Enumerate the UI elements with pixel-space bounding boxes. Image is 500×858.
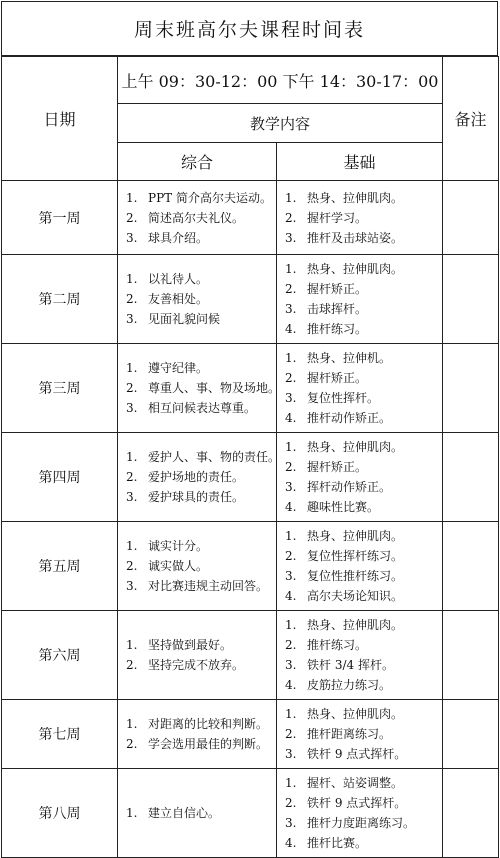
list-item bbox=[285, 299, 436, 319]
week-row bbox=[2, 700, 499, 769]
item-number: 2. bbox=[285, 371, 297, 385]
item-number: 4. bbox=[285, 411, 297, 425]
list-item bbox=[285, 228, 436, 248]
item-number: 1. bbox=[126, 190, 138, 205]
basic-item-list bbox=[285, 704, 436, 764]
basic-content-cell bbox=[277, 181, 443, 255]
item-number: 3. bbox=[285, 230, 297, 245]
list-item bbox=[285, 319, 436, 339]
week-label: 第八周 bbox=[2, 769, 118, 858]
item-text: 握杆矫正。 bbox=[307, 460, 368, 474]
basic-item-list bbox=[285, 259, 436, 339]
item-text: 复位性推杆练习。 bbox=[307, 569, 404, 583]
item-text: 复位性挥杆。 bbox=[307, 391, 380, 405]
item-number: 3. bbox=[126, 579, 138, 593]
item-text: 热身、拉伸肌肉。 bbox=[307, 618, 404, 632]
item-number: 3. bbox=[126, 230, 138, 245]
list-item bbox=[285, 635, 436, 655]
item-number: 1. bbox=[126, 450, 138, 464]
time-header: 上午 09：30-12：00 下午 14：30-17：00 bbox=[118, 57, 443, 104]
week-rows bbox=[2, 181, 499, 858]
item-number: 3. bbox=[285, 747, 297, 761]
item-number: 3. bbox=[285, 569, 297, 583]
list-item bbox=[126, 734, 270, 754]
item-text: 推杆练习。 bbox=[307, 638, 368, 652]
list-item bbox=[285, 437, 436, 457]
basic-content-cell bbox=[277, 522, 443, 611]
note-cell bbox=[443, 611, 499, 700]
list-item bbox=[285, 497, 436, 517]
list-item bbox=[285, 586, 436, 606]
list-item bbox=[126, 714, 270, 734]
list-item bbox=[285, 813, 436, 833]
general-item-list bbox=[126, 447, 281, 507]
week-label: 第五周 bbox=[2, 522, 118, 611]
item-text: 铁杆 9 点式挥杆。 bbox=[307, 796, 407, 810]
list-item bbox=[126, 536, 270, 556]
item-text: 对距离的比较和判断。 bbox=[148, 717, 269, 731]
list-item bbox=[285, 526, 436, 546]
basic-item-list bbox=[285, 615, 436, 695]
item-text: 遵守纪律。 bbox=[148, 361, 209, 375]
item-number: 4. bbox=[285, 836, 297, 850]
item-text: 爱护场地的责任。 bbox=[148, 470, 245, 484]
item-text: 球具介绍。 bbox=[148, 230, 209, 245]
item-number: 1. bbox=[126, 272, 138, 286]
schedule-table bbox=[1, 56, 499, 858]
basic-item-list bbox=[285, 188, 436, 248]
general-content-cell bbox=[118, 611, 277, 700]
basic-content-cell bbox=[277, 433, 443, 522]
item-text: 握杆矫正。 bbox=[307, 282, 368, 296]
item-number: 1. bbox=[126, 539, 138, 553]
item-text: 击球挥杆。 bbox=[307, 302, 368, 316]
item-number: 2. bbox=[126, 559, 138, 573]
page-title: 周末班高尔夫课程时间表 bbox=[1, 1, 498, 56]
item-text: 坚持做到最好。 bbox=[148, 638, 233, 652]
item-text: 推杆及击球站姿。 bbox=[307, 230, 404, 245]
item-number: 1. bbox=[285, 262, 297, 276]
item-text: 热身、拉伸肌肉。 bbox=[307, 262, 404, 276]
list-item bbox=[285, 615, 436, 635]
week-row bbox=[2, 255, 499, 344]
list-item bbox=[126, 398, 270, 418]
item-number: 3. bbox=[126, 312, 138, 326]
item-number: 3. bbox=[285, 816, 297, 830]
item-number: 1. bbox=[126, 638, 138, 652]
week-row bbox=[2, 433, 499, 522]
item-number: 2. bbox=[126, 292, 138, 306]
item-text: 见面礼貌问候 bbox=[148, 312, 221, 326]
list-item bbox=[126, 208, 270, 228]
item-text: 推杆动作矫正。 bbox=[307, 411, 392, 425]
list-item bbox=[285, 833, 436, 853]
basic-content-cell bbox=[277, 769, 443, 858]
list-item bbox=[126, 447, 281, 467]
item-number: 1. bbox=[285, 351, 297, 365]
note-cell bbox=[443, 433, 499, 522]
list-item bbox=[285, 724, 436, 744]
item-text: 建立自信心。 bbox=[148, 806, 221, 820]
list-item bbox=[285, 793, 436, 813]
item-text: PPT 简介高尔夫运动。 bbox=[148, 190, 272, 205]
list-item bbox=[285, 457, 436, 477]
item-number: 1. bbox=[285, 618, 297, 632]
item-text: 握杆、站姿调整。 bbox=[307, 776, 404, 790]
item-text: 皮筋拉力练习。 bbox=[307, 678, 392, 692]
note-cell bbox=[443, 522, 499, 611]
general-content-cell bbox=[118, 522, 277, 611]
item-number: 1. bbox=[285, 440, 297, 454]
general-content-cell bbox=[118, 700, 277, 769]
item-number: 4. bbox=[285, 678, 297, 692]
list-item bbox=[285, 408, 436, 428]
item-text: 爱护人、事、物的责任。 bbox=[148, 450, 281, 464]
list-item bbox=[285, 655, 436, 675]
week-label: 第七周 bbox=[2, 700, 118, 769]
list-item bbox=[285, 348, 436, 368]
content-header: 教学内容 bbox=[118, 104, 443, 143]
item-text: 握杆矫正。 bbox=[307, 371, 368, 385]
item-number: 4. bbox=[285, 589, 297, 603]
general-item-list bbox=[126, 714, 270, 754]
week-label: 第六周 bbox=[2, 611, 118, 700]
item-number: 2. bbox=[285, 549, 297, 563]
item-number: 2. bbox=[126, 210, 138, 225]
basic-content-cell bbox=[277, 611, 443, 700]
week-row bbox=[2, 522, 499, 611]
week-label: 第二周 bbox=[2, 255, 118, 344]
week-row bbox=[2, 611, 499, 700]
item-text: 简述高尔夫礼仪。 bbox=[148, 210, 245, 225]
week-row bbox=[2, 769, 499, 858]
item-text: 推杆练习。 bbox=[307, 322, 368, 336]
item-number: 3. bbox=[126, 490, 138, 504]
list-item bbox=[126, 269, 270, 289]
week-row bbox=[2, 181, 499, 255]
week-row bbox=[2, 344, 499, 433]
item-text: 学会选用最佳的判断。 bbox=[148, 737, 269, 751]
list-item bbox=[126, 188, 270, 208]
basic-content-cell bbox=[277, 344, 443, 433]
list-item bbox=[285, 259, 436, 279]
week-label: 第一周 bbox=[2, 181, 118, 255]
item-text: 相互问候表达尊重。 bbox=[148, 401, 257, 415]
item-text: 热身、拉伸肌肉。 bbox=[307, 440, 404, 454]
item-text: 热身、拉伸肌肉。 bbox=[307, 707, 404, 721]
note-cell bbox=[443, 344, 499, 433]
item-number: 2. bbox=[285, 282, 297, 296]
note-cell bbox=[443, 700, 499, 769]
list-item bbox=[285, 675, 436, 695]
item-number: 4. bbox=[285, 500, 297, 514]
item-text: 复位性挥杆练习。 bbox=[307, 549, 404, 563]
item-number: 1. bbox=[285, 529, 297, 543]
list-item bbox=[126, 228, 270, 248]
general-content-cell bbox=[118, 255, 277, 344]
item-number: 2. bbox=[285, 210, 297, 225]
item-text: 对比赛违规主动回答。 bbox=[148, 579, 269, 593]
basic-item-list bbox=[285, 437, 436, 517]
list-item bbox=[126, 467, 270, 487]
list-item bbox=[126, 803, 270, 823]
item-number: 2. bbox=[285, 460, 297, 474]
note-cell bbox=[443, 769, 499, 858]
item-number: 1. bbox=[285, 707, 297, 721]
item-number: 3. bbox=[126, 401, 138, 415]
item-text: 热身、拉伸肌肉。 bbox=[307, 529, 404, 543]
list-item bbox=[285, 704, 436, 724]
note-cell bbox=[443, 255, 499, 344]
item-number: 2. bbox=[285, 796, 297, 810]
week-label: 第四周 bbox=[2, 433, 118, 522]
item-number: 1. bbox=[126, 806, 138, 820]
item-text: 趣味性比赛。 bbox=[307, 500, 380, 514]
note-cell bbox=[443, 181, 499, 255]
list-item bbox=[285, 188, 436, 208]
list-item bbox=[126, 655, 270, 675]
item-number: 2. bbox=[285, 638, 297, 652]
item-text: 坚持完成不放弃。 bbox=[148, 658, 245, 672]
date-header: 日期 bbox=[2, 57, 118, 181]
list-item bbox=[285, 279, 436, 299]
general-content-cell bbox=[118, 769, 277, 858]
general-column-header: 综合 bbox=[118, 143, 277, 181]
item-number: 3. bbox=[285, 391, 297, 405]
week-label: 第三周 bbox=[2, 344, 118, 433]
item-text: 铁杆 9 点式挥杆。 bbox=[307, 747, 407, 761]
list-item bbox=[285, 546, 436, 566]
general-item-list bbox=[126, 358, 281, 418]
item-text: 友善相处。 bbox=[148, 292, 209, 306]
item-text: 尊重人、事、物及场地。 bbox=[148, 381, 281, 395]
item-text: 热身、拉伸肌肉。 bbox=[307, 190, 404, 205]
general-item-list bbox=[126, 803, 270, 823]
list-item bbox=[285, 208, 436, 228]
item-text: 铁杆 3/4 挥杆。 bbox=[307, 658, 394, 672]
general-content-cell bbox=[118, 181, 277, 255]
note-header: 备注 bbox=[443, 57, 499, 181]
item-text: 推杆力度距离练习。 bbox=[307, 816, 416, 830]
item-text: 以礼待人。 bbox=[148, 272, 209, 286]
list-item bbox=[126, 635, 270, 655]
item-number: 2. bbox=[285, 727, 297, 741]
item-number: 1. bbox=[126, 717, 138, 731]
general-item-list bbox=[126, 635, 270, 675]
list-item bbox=[285, 388, 436, 408]
list-item bbox=[126, 487, 270, 507]
general-item-list bbox=[126, 536, 270, 596]
item-number: 3. bbox=[285, 480, 297, 494]
item-text: 诚实计分。 bbox=[148, 539, 209, 553]
item-number: 2. bbox=[126, 737, 138, 751]
basic-content-cell bbox=[277, 700, 443, 769]
list-item bbox=[285, 368, 436, 388]
item-number: 1. bbox=[126, 361, 138, 375]
item-text: 推杆比赛。 bbox=[307, 836, 368, 850]
basic-column-header: 基础 bbox=[277, 143, 443, 181]
item-text: 高尔夫场论知识。 bbox=[307, 589, 404, 603]
item-number: 2. bbox=[126, 658, 138, 672]
list-item bbox=[126, 556, 270, 576]
item-number: 3. bbox=[285, 302, 297, 316]
list-item bbox=[285, 566, 436, 586]
item-text: 推杆距离练习。 bbox=[307, 727, 392, 741]
list-item bbox=[126, 289, 270, 309]
basic-content-cell bbox=[277, 255, 443, 344]
general-content-cell bbox=[118, 344, 281, 433]
list-item bbox=[126, 378, 281, 398]
list-item bbox=[285, 773, 436, 793]
item-text: 握杆学习。 bbox=[307, 210, 368, 225]
list-item bbox=[126, 576, 270, 596]
list-item bbox=[285, 744, 436, 764]
item-number: 3. bbox=[285, 658, 297, 672]
item-text: 挥杆动作矫正。 bbox=[307, 480, 392, 494]
list-item bbox=[126, 358, 270, 378]
item-number: 1. bbox=[285, 776, 297, 790]
item-number: 1. bbox=[285, 190, 297, 205]
list-item bbox=[126, 309, 270, 329]
item-text: 热身、拉伸机。 bbox=[307, 351, 392, 365]
basic-item-list bbox=[285, 773, 436, 853]
list-item bbox=[285, 477, 436, 497]
general-content-cell bbox=[118, 433, 281, 522]
item-number: 4. bbox=[285, 322, 297, 336]
item-text: 诚实做人。 bbox=[148, 559, 209, 573]
item-number: 2. bbox=[126, 381, 138, 395]
item-text: 爱护球具的责任。 bbox=[148, 490, 245, 504]
item-number: 2. bbox=[126, 470, 138, 484]
basic-item-list bbox=[285, 348, 436, 428]
basic-item-list bbox=[285, 526, 436, 606]
general-item-list bbox=[126, 269, 270, 329]
general-item-list bbox=[126, 188, 270, 248]
